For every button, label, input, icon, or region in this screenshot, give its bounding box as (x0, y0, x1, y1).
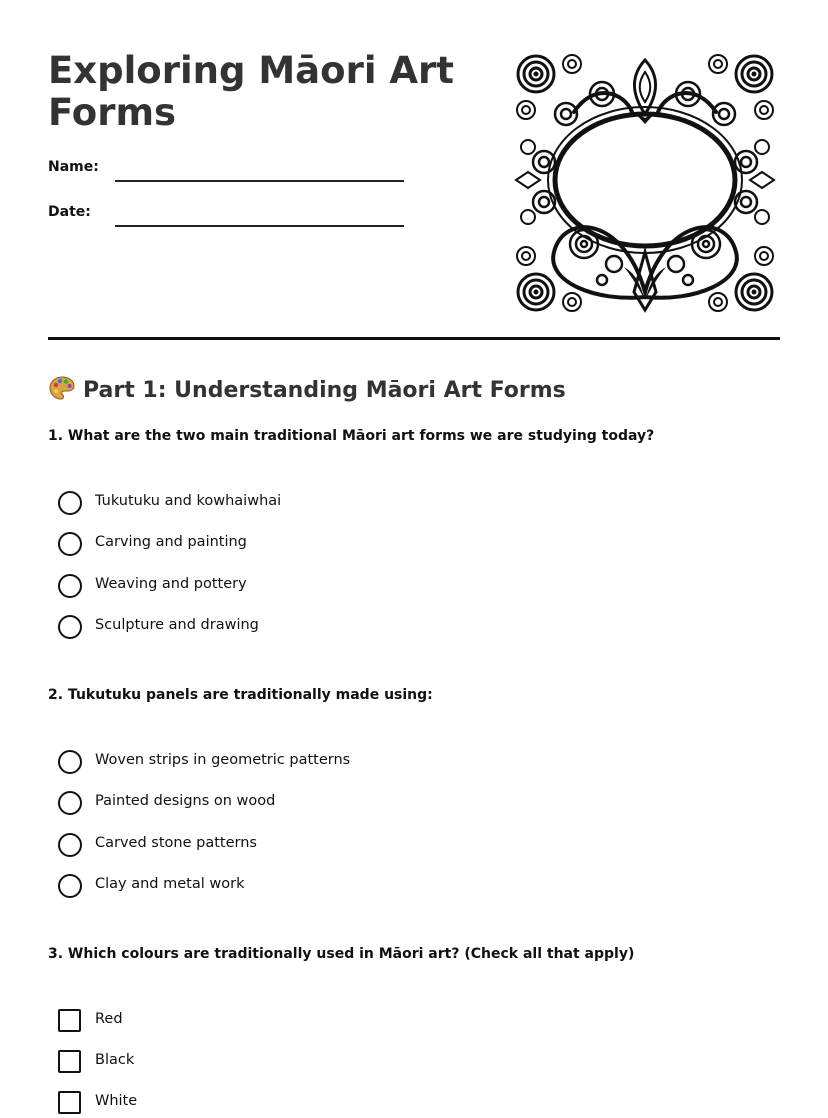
q3-option-1[interactable] (58, 1009, 658, 1035)
question-3-text: 3. Which colours are traditionally used in Māori art? (Check all that apply) (48, 946, 635, 962)
option-label: Sculpture and drawing (95, 617, 259, 633)
question-2-text: 2. Tukutuku panels are traditionally made using: (48, 687, 433, 703)
q3-option-2[interactable] (58, 1050, 658, 1076)
maori-koru-frame-illustration (514, 52, 776, 314)
name-label: Name: (48, 159, 99, 175)
q3-option-3[interactable] (58, 1091, 658, 1117)
q1-option-1[interactable] (58, 491, 658, 517)
part1-heading-text: Part 1: Understanding Māori Art Forms (83, 378, 566, 403)
radio-button[interactable] (58, 791, 82, 815)
option-label: Red (95, 1011, 123, 1027)
name-input-line[interactable] (115, 180, 404, 182)
option-label: Woven strips in geometric patterns (95, 752, 351, 768)
option-label: White (95, 1093, 138, 1109)
q2-option-3[interactable] (58, 833, 658, 859)
q2-option-4[interactable] (58, 874, 658, 900)
question-1-text: 1. What are the two main traditional Māori art forms we are studying today? (48, 428, 655, 444)
option-label: Black (95, 1052, 135, 1068)
checkbox[interactable] (58, 1009, 81, 1032)
radio-button[interactable] (58, 615, 82, 639)
radio-button[interactable] (58, 574, 82, 598)
artist-palette-icon (48, 374, 76, 402)
q1-option-4[interactable] (58, 615, 658, 641)
worksheet-page (48, 0, 780, 1118)
date-field-row (48, 204, 408, 228)
radio-button[interactable] (58, 750, 82, 774)
date-input-line[interactable] (115, 225, 404, 227)
option-label: Tukutuku and kowhaiwhai (95, 493, 282, 509)
option-label: Weaving and pottery (95, 576, 247, 592)
q1-option-3[interactable] (58, 574, 658, 600)
option-label: Clay and metal work (95, 876, 245, 892)
option-label: Carving and painting (95, 534, 247, 550)
checkbox[interactable] (58, 1091, 81, 1114)
q2-option-1[interactable] (58, 750, 658, 776)
radio-button[interactable] (58, 532, 82, 556)
name-field-row (48, 159, 408, 183)
header-divider (48, 337, 780, 340)
q2-option-2[interactable] (58, 791, 658, 817)
radio-button[interactable] (58, 833, 82, 857)
part1-heading (48, 374, 566, 403)
radio-button[interactable] (58, 874, 82, 898)
option-label: Painted designs on wood (95, 793, 276, 809)
option-label: Carved stone patterns (95, 835, 257, 851)
checkbox[interactable] (58, 1050, 81, 1073)
radio-button[interactable] (58, 491, 82, 515)
date-label: Date: (48, 204, 91, 220)
worksheet-title: Exploring Māori Art Forms (48, 49, 454, 134)
q1-option-2[interactable] (58, 532, 658, 558)
